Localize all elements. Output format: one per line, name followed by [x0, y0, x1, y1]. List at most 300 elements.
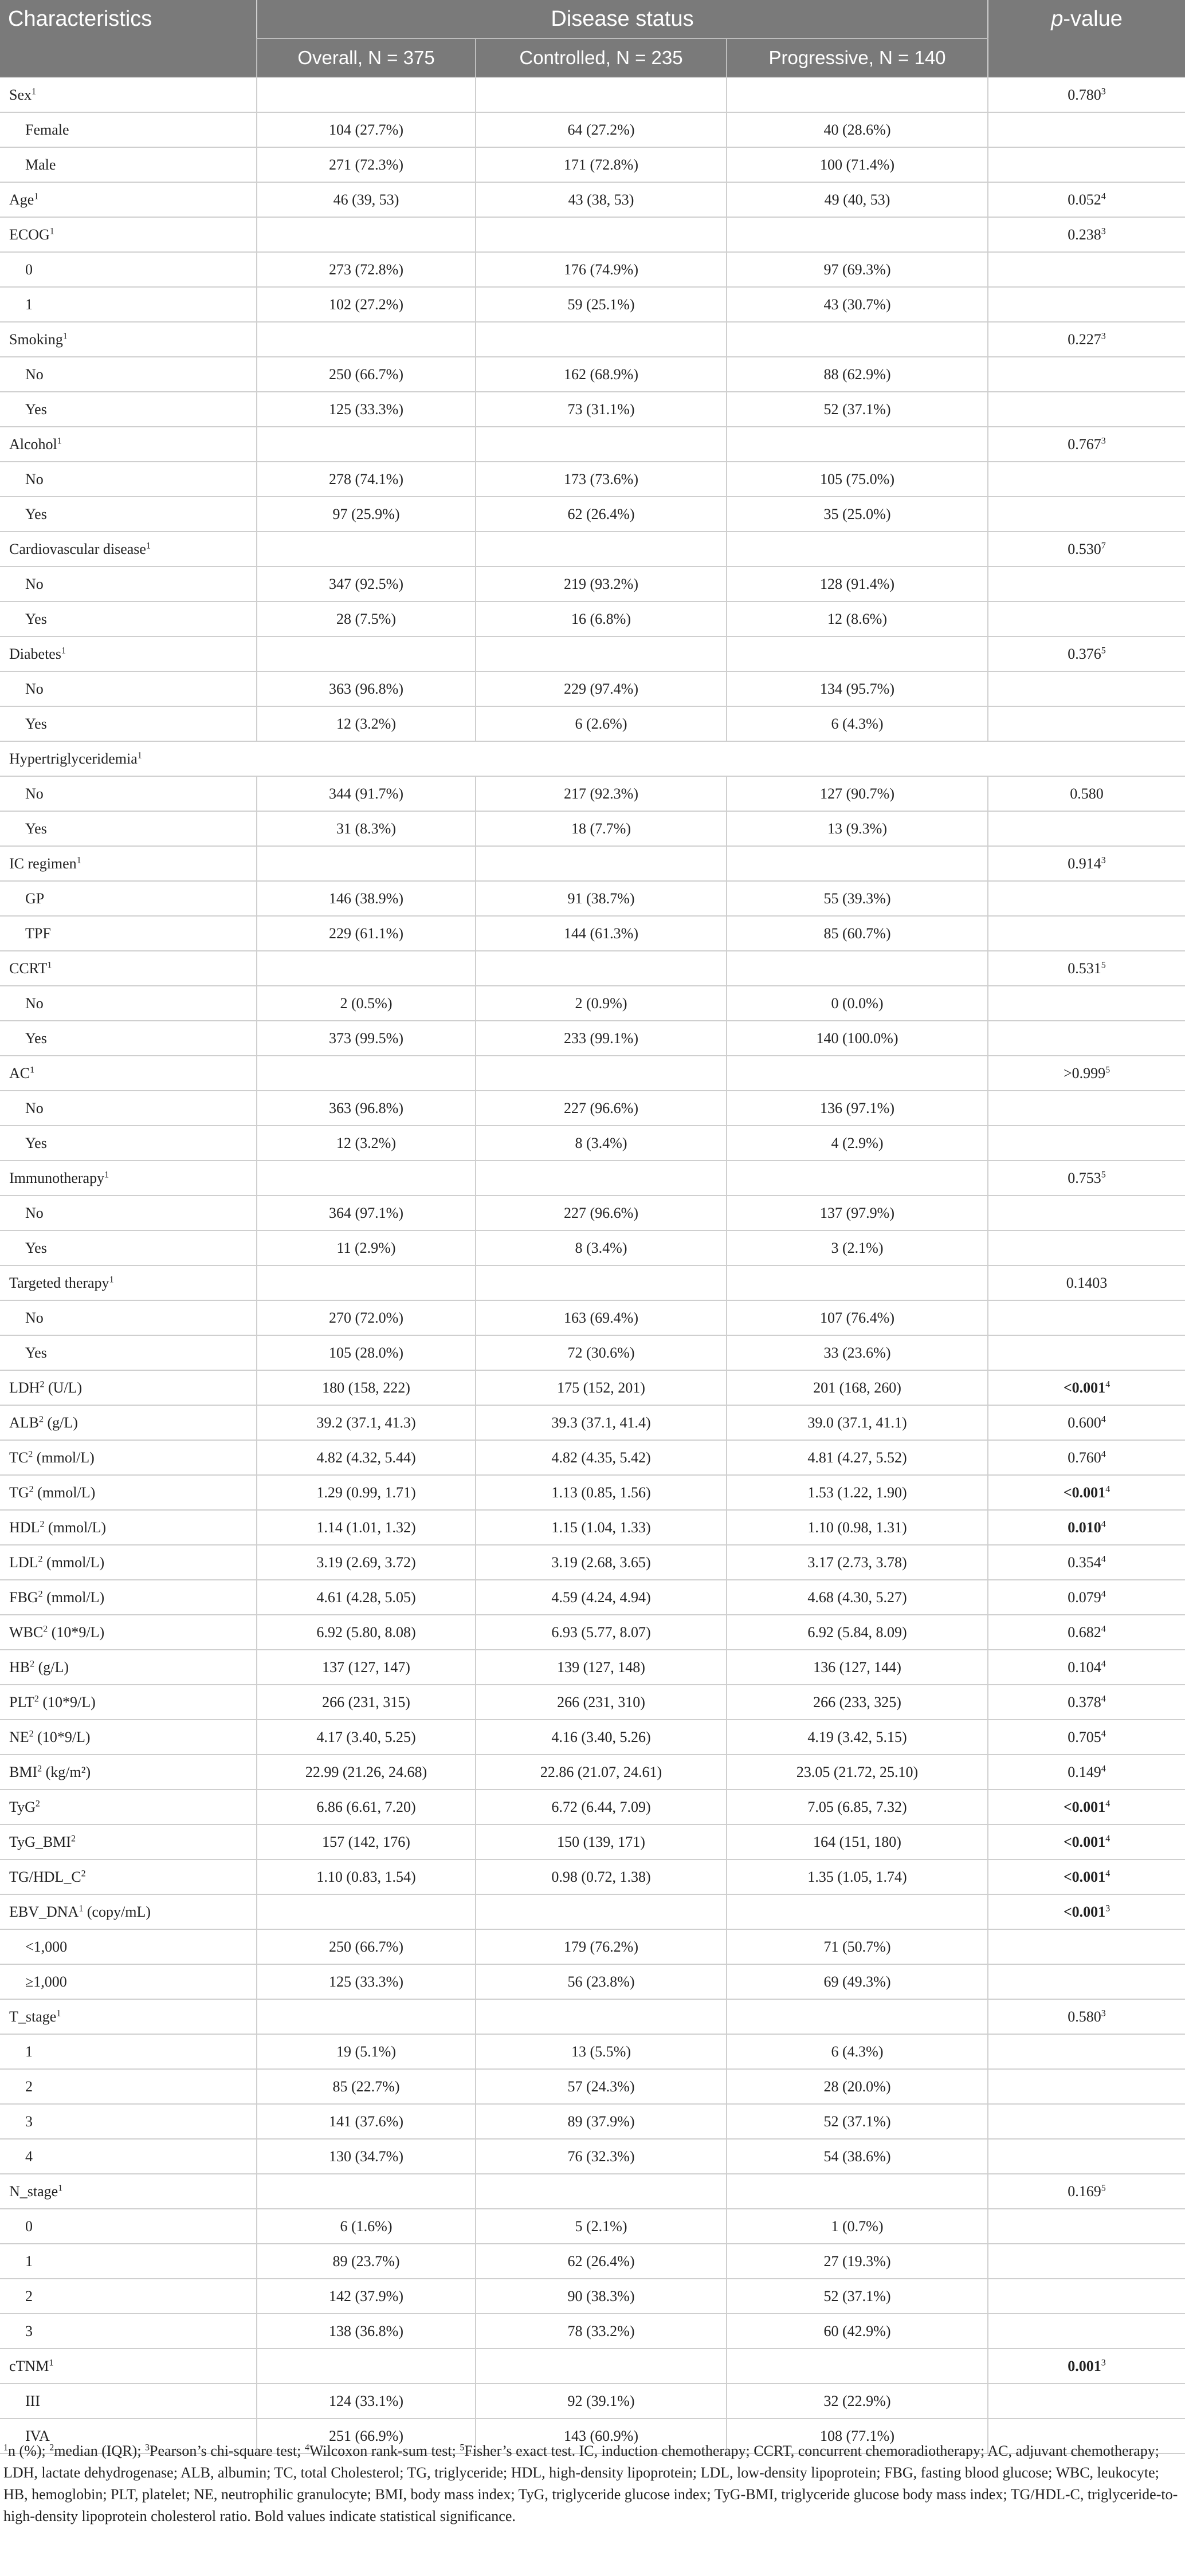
cell-progressive: [727, 1161, 988, 1195]
cell-progressive: 1.53 (1.22, 1.90): [727, 1475, 988, 1510]
cell-overall: 138 (36.8%): [257, 2314, 476, 2349]
table-row: [0, 2069, 1185, 2104]
cell-controlled: [476, 1265, 727, 1300]
p-value-text: <0.001: [1063, 1833, 1106, 1850]
cell-progressive: 100 (71.4%): [727, 147, 988, 182]
cell-controlled: 92 (39.1%): [476, 2384, 727, 2418]
row-label: [0, 217, 257, 252]
cell-overall: [257, 322, 476, 357]
p-footnote-marker: 5: [1101, 1169, 1106, 1179]
cell-p-value: [988, 1300, 1185, 1335]
cell-overall: 125 (33.3%): [257, 1964, 476, 1999]
p-value-text: 0.169: [1068, 2182, 1101, 2200]
row-label-text: ≥1,000: [25, 1973, 67, 1990]
cell-progressive: 52 (37.1%): [727, 2104, 988, 2139]
cell-controlled: 144 (61.3%): [476, 916, 727, 951]
cell-controlled: 150 (139, 171): [476, 1824, 727, 1859]
row-label-text: LDH: [9, 1379, 40, 1396]
row-label-text: Cardiovascular disease: [9, 540, 146, 557]
cell-progressive: 33 (23.6%): [727, 1335, 988, 1370]
cell-controlled: 1.13 (0.85, 1.56): [476, 1475, 727, 1510]
row-label-text: TPF: [25, 925, 51, 942]
p-footnote-marker: 3: [1101, 226, 1106, 236]
cell-progressive: 52 (37.1%): [727, 392, 988, 427]
cell-controlled: [476, 2174, 727, 2209]
p-footnote-marker: 4: [1101, 1449, 1106, 1459]
p-footnote-marker: 3: [1101, 435, 1106, 446]
row-unit: (g/L): [34, 1658, 69, 1676]
row-label: [0, 112, 257, 147]
cell-overall: [257, 77, 476, 112]
cell-progressive: 7.05 (6.85, 7.32): [727, 1790, 988, 1824]
cell-p-value: [988, 846, 1185, 881]
row-label-text: 3: [25, 2322, 33, 2339]
p-footnote-marker: 4: [1105, 1379, 1111, 1389]
cell-p-value: [988, 1615, 1185, 1650]
cell-overall: 6 (1.6%): [257, 2209, 476, 2244]
cell-progressive: [727, 532, 988, 567]
row-label-text: CCRT: [9, 959, 48, 977]
label-footnote-marker: 1: [109, 1274, 114, 1284]
row-unit: (10*9/L): [48, 1623, 105, 1641]
row-label-text: TG: [9, 1484, 29, 1501]
cell-overall: 137 (127, 147): [257, 1650, 476, 1685]
cell-progressive: [727, 1056, 988, 1091]
table-row: [0, 287, 1185, 322]
row-label: [0, 1824, 257, 1859]
cell-controlled: 233 (99.1%): [476, 1021, 727, 1056]
cell-p-value: [988, 112, 1185, 147]
cell-overall: 105 (28.0%): [257, 1335, 476, 1370]
table-row: [0, 217, 1185, 252]
cell-p-value: [988, 2069, 1185, 2104]
row-label: [0, 2279, 257, 2314]
cell-progressive: [727, 2349, 988, 2384]
cell-overall: 6.86 (6.61, 7.20): [257, 1790, 476, 1824]
p-footnote-marker: 5: [1101, 2182, 1106, 2193]
cell-progressive: [727, 1894, 988, 1929]
table-row: [0, 1161, 1185, 1195]
row-label: [0, 1161, 257, 1195]
cell-controlled: 0.98 (0.72, 1.38): [476, 1859, 727, 1894]
cell-controlled: 163 (69.4%): [476, 1300, 727, 1335]
cell-controlled: [476, 427, 727, 462]
row-label-text: TyG_BMI: [9, 1833, 71, 1850]
cell-overall: [257, 217, 476, 252]
cell-progressive: 54 (38.6%): [727, 2139, 988, 2174]
row-label: [0, 671, 257, 706]
row-label: [0, 636, 257, 671]
cell-progressive: 107 (76.4%): [727, 1300, 988, 1335]
table-row: [0, 532, 1185, 567]
cell-controlled: [476, 217, 727, 252]
row-label-text: Yes: [25, 715, 47, 732]
cell-controlled: 73 (31.1%): [476, 392, 727, 427]
table-row: [0, 77, 1185, 112]
cell-controlled: 227 (96.6%): [476, 1091, 727, 1126]
cell-overall: 124 (33.1%): [257, 2384, 476, 2418]
row-label-text: PLT: [9, 1693, 34, 1710]
table-row: [0, 1929, 1185, 1964]
cell-controlled: 62 (26.4%): [476, 2244, 727, 2279]
row-label: [0, 1021, 257, 1056]
cell-controlled: 57 (24.3%): [476, 2069, 727, 2104]
cell-progressive: 1 (0.7%): [727, 2209, 988, 2244]
cell-overall: [257, 1894, 476, 1929]
cell-progressive: [727, 1999, 988, 2034]
table-row: [0, 776, 1185, 811]
cell-overall: 3.19 (2.69, 3.72): [257, 1545, 476, 1580]
cell-p-value: [988, 1720, 1185, 1755]
table-row: [0, 1300, 1185, 1335]
cell-p-value: [988, 462, 1185, 497]
cell-overall: 19 (5.1%): [257, 2034, 476, 2069]
row-label: [0, 881, 257, 916]
cell-controlled: [476, 77, 727, 112]
row-label: [0, 2174, 257, 2209]
cell-p-value: [988, 1964, 1185, 1999]
cell-overall: 130 (34.7%): [257, 2139, 476, 2174]
cell-progressive: 4.81 (4.27, 5.52): [727, 1440, 988, 1475]
header-row-1: [0, 0, 1185, 38]
cell-p-value: [988, 1021, 1185, 1056]
cell-controlled: 139 (127, 148): [476, 1650, 727, 1685]
table-row: [0, 2034, 1185, 2069]
row-label: [0, 2349, 257, 2384]
cell-p-value: [988, 2349, 1185, 2384]
row-label: [0, 1720, 257, 1755]
p-value-text: <0.001: [1063, 1903, 1106, 1920]
row-label: [0, 77, 257, 112]
cell-p-value: [988, 2139, 1185, 2174]
cell-progressive: 97 (69.3%): [727, 252, 988, 287]
row-label: [0, 1440, 257, 1475]
cell-controlled: [476, 1894, 727, 1929]
cell-overall: 1.14 (1.01, 1.32): [257, 1510, 476, 1545]
row-label: [0, 1300, 257, 1335]
row-label: [0, 1265, 257, 1300]
row-label: [0, 1999, 257, 2034]
cell-overall: 12 (3.2%): [257, 1126, 476, 1161]
label-footnote-marker: 1: [49, 226, 54, 236]
label-footnote-marker: 1: [146, 540, 151, 550]
p-footnote-marker: 4: [1101, 1623, 1106, 1634]
p-footnote-marker: 4: [1101, 1414, 1106, 1424]
cell-controlled: [476, 1161, 727, 1195]
cell-controlled: [476, 2349, 727, 2384]
cell-overall: [257, 951, 476, 986]
cell-overall: 251 (66.9%): [257, 2418, 476, 2453]
cell-progressive: [727, 217, 988, 252]
row-unit: (g/L): [44, 1414, 78, 1431]
cell-controlled: 6.93 (5.77, 8.07): [476, 1615, 727, 1650]
p-value-text: 0.079: [1068, 1588, 1101, 1606]
row-label: [0, 287, 257, 322]
cell-p-value: [988, 1265, 1185, 1300]
cell-progressive: [727, 427, 988, 462]
p-value-text: 0.010: [1068, 1519, 1101, 1536]
cell-p-value: [988, 392, 1185, 427]
cell-p-value: [988, 427, 1185, 462]
table-row: [0, 951, 1185, 986]
cell-p-value: [988, 776, 1185, 811]
table-body: [0, 77, 1185, 2453]
row-label-text: 2: [25, 2287, 33, 2304]
cell-controlled: 59 (25.1%): [476, 287, 727, 322]
cell-controlled: 266 (231, 310): [476, 1685, 727, 1720]
row-label: [0, 1545, 257, 1580]
footnote-marker: 2: [49, 2443, 54, 2453]
cell-progressive: 3.17 (2.73, 3.78): [727, 1545, 988, 1580]
cell-controlled: 91 (38.7%): [476, 881, 727, 916]
row-label: [0, 2314, 257, 2349]
p-value-text: 0.052: [1068, 191, 1101, 208]
row-label-text: No: [25, 1204, 44, 1221]
table-row: [0, 846, 1185, 881]
table-row: [0, 1650, 1185, 1685]
cell-p-value: [988, 2104, 1185, 2139]
table-row: [0, 986, 1185, 1021]
table-row: [0, 462, 1185, 497]
table-row: [0, 671, 1185, 706]
cell-p-value: [988, 1894, 1185, 1929]
cell-p-value: [988, 1230, 1185, 1265]
table-row: [0, 1335, 1185, 1370]
p-value-text: <0.001: [1063, 1379, 1106, 1396]
p-footnote-marker: 5: [1101, 959, 1106, 970]
cell-progressive: 71 (50.7%): [727, 1929, 988, 1964]
cell-progressive: 4.19 (3.42, 5.15): [727, 1720, 988, 1755]
label-footnote-marker: 1: [57, 435, 62, 446]
cell-controlled: 1.15 (1.04, 1.33): [476, 1510, 727, 1545]
table-row: [0, 2279, 1185, 2314]
footnote: [0, 2432, 1185, 2570]
cell-controlled: 171 (72.8%): [476, 147, 727, 182]
table-row: [0, 1755, 1185, 1790]
table-row: [0, 182, 1185, 217]
label-footnote-marker: 1: [62, 331, 68, 341]
cell-p-value: [988, 1161, 1185, 1195]
header-overall: Overall, N = 375: [257, 38, 476, 77]
label-footnote-marker: 2: [39, 1414, 44, 1424]
cell-overall: 157 (142, 176): [257, 1824, 476, 1859]
table-row: [0, 2139, 1185, 2174]
cell-controlled: 62 (26.4%): [476, 497, 727, 532]
p-footnote-marker: 4: [1101, 1588, 1106, 1599]
cell-overall: 363 (96.8%): [257, 1091, 476, 1126]
row-label-text: TyG: [9, 1798, 36, 1815]
header-controlled: Controlled, N = 235: [476, 38, 727, 77]
row-label-text: Alcohol: [9, 435, 57, 453]
cell-overall: 97 (25.9%): [257, 497, 476, 532]
cell-overall: 1.10 (0.83, 1.54): [257, 1859, 476, 1894]
cell-p-value: [988, 532, 1185, 567]
cell-controlled: 64 (27.2%): [476, 112, 727, 147]
row-label-text: LDL: [9, 1554, 38, 1571]
cell-controlled: 143 (60.9%): [476, 2418, 727, 2453]
cell-progressive: 6.92 (5.84, 8.09): [727, 1615, 988, 1650]
row-label-text: TC: [9, 1449, 29, 1466]
row-label-text: No: [25, 470, 44, 487]
label-footnote-marker: 1: [61, 645, 66, 655]
label-footnote-marker: 1: [76, 855, 81, 865]
row-label: [0, 1230, 257, 1265]
row-label-text: No: [25, 1309, 44, 1326]
header-p-value: [988, 0, 1185, 77]
label-footnote-marker: 1: [34, 191, 39, 201]
row-label: [0, 427, 257, 462]
table-row: [0, 916, 1185, 951]
cell-p-value: [988, 1650, 1185, 1685]
cell-progressive: 55 (39.3%): [727, 881, 988, 916]
cell-overall: [257, 2349, 476, 2384]
cell-overall: 250 (66.7%): [257, 1929, 476, 1964]
label-footnote-marker: 2: [38, 1554, 43, 1564]
cell-progressive: [727, 2174, 988, 2209]
table-row: [0, 1580, 1185, 1615]
p-value-text: 0.682: [1068, 1623, 1101, 1641]
cell-progressive: 3 (2.1%): [727, 1230, 988, 1265]
cell-overall: 344 (91.7%): [257, 776, 476, 811]
cell-p-value: [988, 497, 1185, 532]
row-label: [0, 706, 257, 741]
row-label-text: 2: [25, 2078, 33, 2095]
footnote-text: Wilcoxon rank-sum test;: [309, 2443, 460, 2459]
table-row: [0, 2349, 1185, 2384]
p-footnote-marker: 3: [1101, 2008, 1106, 2018]
row-label: [0, 322, 257, 357]
cell-controlled: 229 (97.4%): [476, 671, 727, 706]
cell-progressive: 32 (22.9%): [727, 2384, 988, 2418]
cell-controlled: 162 (68.9%): [476, 357, 727, 392]
row-label: [0, 1091, 257, 1126]
cell-controlled: [476, 532, 727, 567]
cell-controlled: 8 (3.4%): [476, 1126, 727, 1161]
cell-progressive: 23.05 (21.72, 25.10): [727, 1755, 988, 1790]
table-row: [0, 1964, 1185, 1999]
p-footnote-marker: 4: [1105, 1833, 1111, 1843]
cell-p-value: [988, 1335, 1185, 1370]
cell-progressive: 12 (8.6%): [727, 601, 988, 636]
p-footnote-marker: 4: [1101, 1554, 1106, 1564]
row-label: [0, 147, 257, 182]
row-label-text: TG/HDL_C: [9, 1868, 81, 1885]
cell-progressive: [727, 77, 988, 112]
row-label: [0, 1126, 257, 1161]
row-label-text: IVA: [25, 2427, 50, 2444]
cell-progressive: 1.35 (1.05, 1.74): [727, 1859, 988, 1894]
cell-p-value: [988, 811, 1185, 846]
cell-progressive: 49 (40, 53): [727, 182, 988, 217]
cell-overall: [257, 2174, 476, 2209]
row-label: [0, 1195, 257, 1230]
row-label-text: 0: [25, 2217, 33, 2235]
row-label: [0, 1859, 257, 1894]
row-label: [0, 916, 257, 951]
table-row: [0, 147, 1185, 182]
label-footnote-marker: 1: [79, 1903, 84, 1913]
row-label: [0, 1790, 257, 1824]
cell-controlled: 227 (96.6%): [476, 1195, 727, 1230]
cell-controlled: 13 (5.5%): [476, 2034, 727, 2069]
footnote-marker: 1: [3, 2443, 8, 2453]
label-footnote-marker: 2: [30, 1658, 35, 1669]
cell-progressive: 43 (30.7%): [727, 287, 988, 322]
row-label-text: No: [25, 680, 44, 697]
cell-p-value: [988, 1091, 1185, 1126]
row-label-text: 3: [25, 2113, 33, 2130]
cell-overall: 270 (72.0%): [257, 1300, 476, 1335]
cell-p-value: [988, 1929, 1185, 1964]
label-footnote-marker: 2: [35, 1798, 40, 1808]
row-label-text: NE: [9, 1728, 29, 1745]
p-value-text: 0.780: [1068, 86, 1101, 103]
p-footnote-marker: 3: [1101, 2357, 1106, 2367]
row-label-text: cTNM: [9, 2357, 49, 2374]
p-footnote-marker: 3: [1101, 86, 1106, 96]
cell-overall: [257, 427, 476, 462]
cell-progressive: 6 (4.3%): [727, 2034, 988, 2069]
cell-p-value: [988, 1370, 1185, 1405]
table-row: [0, 1999, 1185, 2034]
row-label-text: N_stage: [9, 2182, 58, 2200]
label-footnote-marker: 2: [34, 1693, 39, 1704]
row-label: [0, 2034, 257, 2069]
cell-progressive: 40 (28.6%): [727, 112, 988, 147]
row-unit: (kg/m²): [42, 1763, 91, 1780]
footnote-text: Fisher’s exact test. IC, induction chemotherapy; CCRT, concurrent chemoradiotherapy; AC, adjuvant chemotherapy; LDH, lactate dehydrogenase; ALB, albumin; TC, total Cholesterol; TG, triglyceride; HDL, high-density lipoprotein; LDL, low-density lipoprotein; FBG, fasting blood glucose; WBC, leukocyte; HB, hemoglobin; PLT, platelet; NE, neutrophilic granulocyte; BMI, body mass index; TyG, triglyceride glucose index; TyG-BMI, triglyceride glucose body mass index; TG/HDL-C, triglyceride-to-high-density lipoprotein cholesterol ratio. Bold values indicate statistical significance.: [3, 2443, 1178, 2524]
row-label-text: Female: [25, 121, 69, 138]
table-row: [0, 322, 1185, 357]
label-footnote-marker: 2: [81, 1868, 86, 1878]
cell-controlled: 6.72 (6.44, 7.09): [476, 1790, 727, 1824]
row-label: [0, 1580, 257, 1615]
p-value-text: 0.531: [1068, 959, 1101, 977]
label-footnote-marker: 2: [29, 1728, 34, 1739]
cell-progressive: [727, 1265, 988, 1300]
p-value-text: 0.378: [1068, 1693, 1101, 1710]
cell-controlled: 175 (152, 201): [476, 1370, 727, 1405]
cell-overall: 4.17 (3.40, 5.25): [257, 1720, 476, 1755]
row-unit: (mmol/L): [33, 1449, 95, 1466]
row-label-text: WBC: [9, 1623, 44, 1641]
row-label-text: IC regimen: [9, 855, 77, 872]
table-row: [0, 2209, 1185, 2244]
header-characteristics: Characteristics: [0, 0, 257, 77]
cell-progressive: 136 (127, 144): [727, 1650, 988, 1685]
cell-progressive: 164 (151, 180): [727, 1824, 988, 1859]
cell-controlled: 2 (0.9%): [476, 986, 727, 1021]
cell-progressive: 4.68 (4.30, 5.27): [727, 1580, 988, 1615]
cell-progressive: 35 (25.0%): [727, 497, 988, 532]
row-label-text: ECOG: [9, 226, 50, 243]
row-label-text: No: [25, 785, 44, 802]
p-footnote-marker: 3: [1105, 1903, 1111, 1913]
cell-progressive: 13 (9.3%): [727, 811, 988, 846]
row-label-text: T_stage: [9, 2008, 57, 2025]
row-label: [0, 1894, 257, 1929]
cell-controlled: 4.16 (3.40, 5.26): [476, 1720, 727, 1755]
cell-overall: 4.82 (4.32, 5.44): [257, 1440, 476, 1475]
row-label: [0, 2139, 257, 2174]
table-row: [0, 1720, 1185, 1755]
p-value-text: <0.001: [1063, 1484, 1106, 1501]
row-label-text: AC: [9, 1064, 30, 1081]
table-row: [0, 1859, 1185, 1894]
row-label-text: GP: [25, 890, 45, 907]
cell-progressive: [727, 846, 988, 881]
p-value-text: 0.149: [1068, 1763, 1101, 1780]
